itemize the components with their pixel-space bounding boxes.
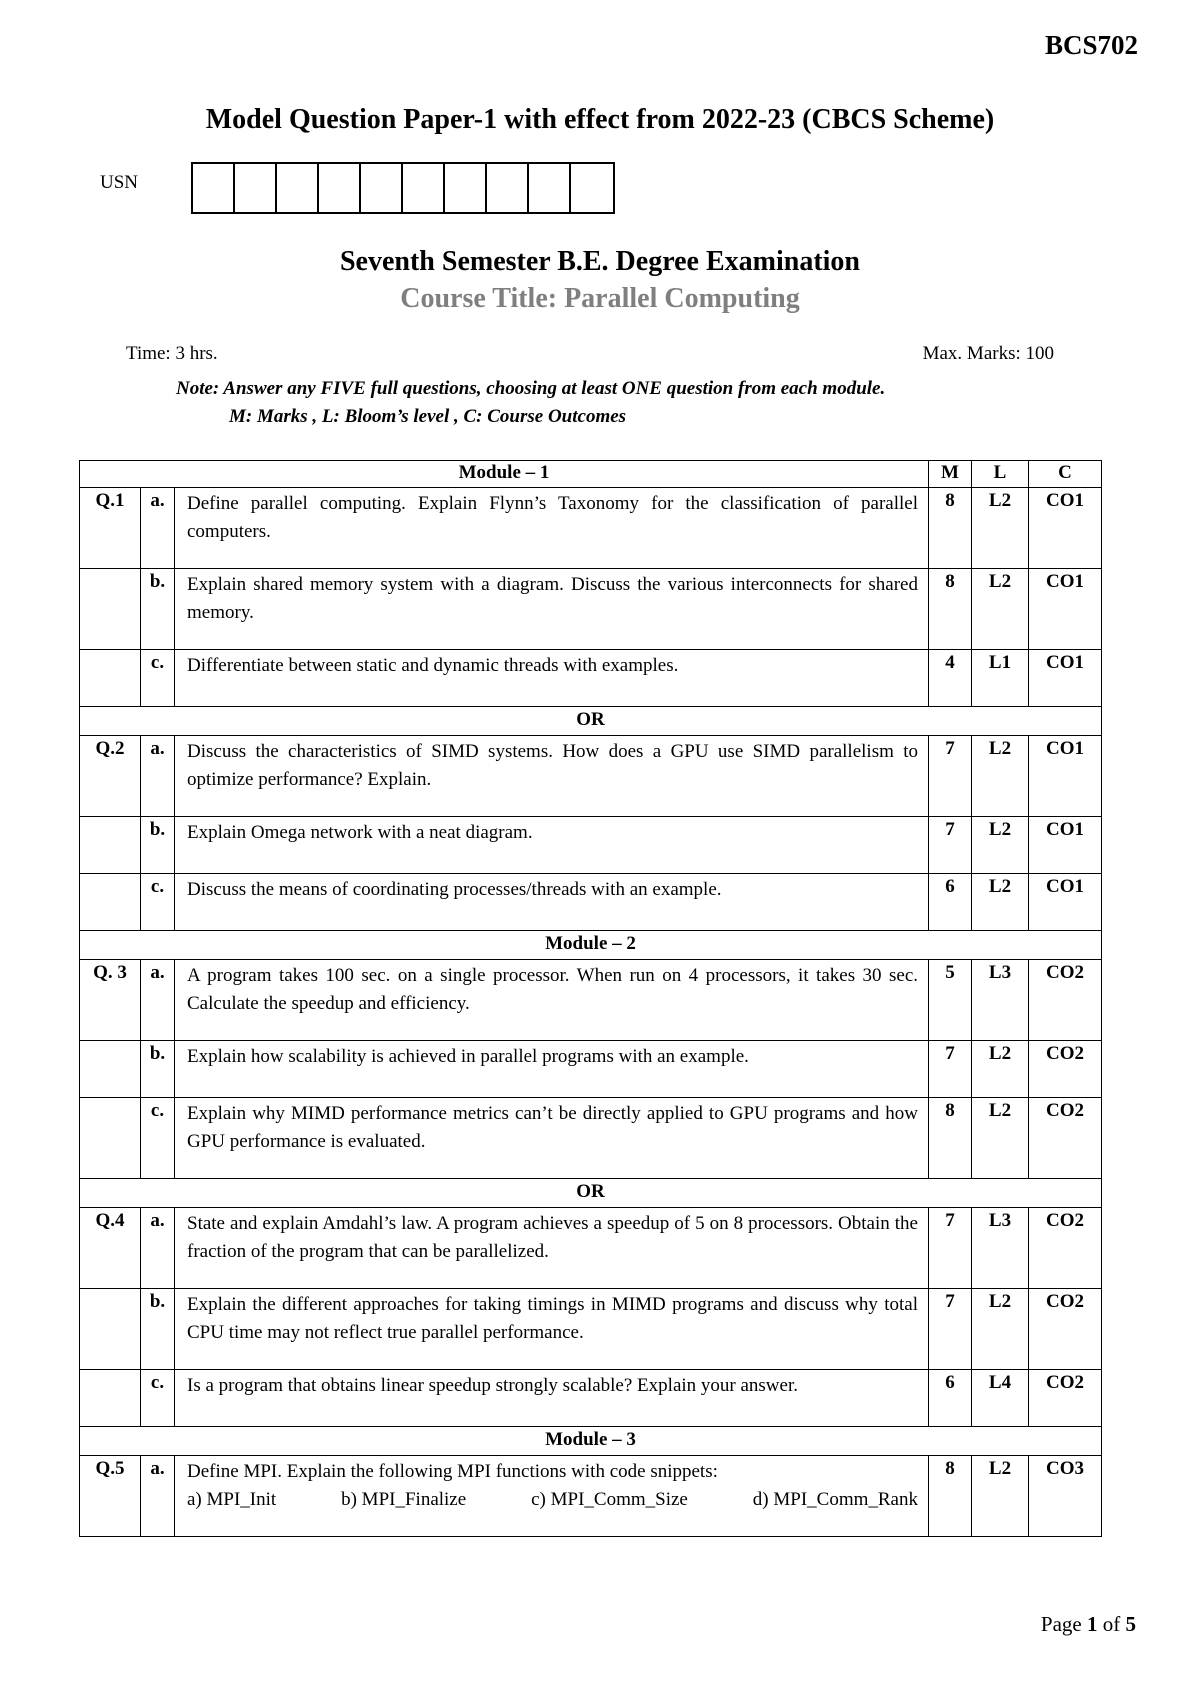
course-outcome: CO2 — [1029, 1208, 1102, 1289]
bloom-level: L2 — [972, 488, 1029, 569]
mpi-function: d) MPI_Comm_Rank — [752, 1489, 918, 1510]
course-outcome: CO2 — [1029, 1289, 1102, 1370]
question-text-cell — [175, 1456, 929, 1537]
max-marks: Max. Marks: 100 — [922, 343, 1054, 364]
question-text: Define MPI. Explain the following MPI functions with code snippets: — [187, 1461, 718, 1482]
time-duration: Time: 3 hrs. — [126, 343, 218, 364]
bloom-level: L4 — [972, 1370, 1029, 1427]
page-indicator — [1041, 1612, 1136, 1637]
module-header-row — [80, 461, 1102, 488]
question-text: Define parallel computing. Explain Flynn’s Taxonomy for the classification of parallel computers. — [175, 488, 929, 569]
question-text: Explain Omega network with a neat diagram. — [175, 817, 929, 874]
part-label: c. — [141, 1098, 175, 1179]
exam-title: Seventh Semester B.E. Degree Examination — [339, 246, 861, 277]
bloom-level: L3 — [972, 960, 1029, 1041]
course-outcome: CO1 — [1029, 488, 1102, 569]
part-label: a. — [141, 1456, 175, 1537]
part-label: c. — [141, 1370, 175, 1427]
course-outcome: CO2 — [1029, 1098, 1102, 1179]
question-table — [79, 460, 1102, 1537]
question-text: Differentiate between static and dynamic threads with examples. — [175, 650, 929, 707]
bloom-level: L2 — [972, 1041, 1029, 1098]
co-column-header: C — [1029, 461, 1102, 488]
question-text: Explain why MIMD performance metrics can’t be directly applied to GPU programs and how GPU performance is evaluated. — [175, 1098, 929, 1179]
part-label: a. — [141, 488, 175, 569]
question-number: Q.5 — [80, 1456, 141, 1537]
usn-label: USN — [100, 172, 139, 193]
usn-box[interactable] — [487, 164, 529, 212]
bloom-level: L2 — [972, 817, 1029, 874]
bloom-level: L2 — [972, 1456, 1029, 1537]
course-outcome: CO1 — [1029, 650, 1102, 707]
bloom-level: L1 — [972, 650, 1029, 707]
page-total: 5 — [1125, 1612, 1136, 1636]
marks-value: 5 — [929, 960, 972, 1041]
question-row — [80, 650, 1102, 707]
marks-value: 6 — [929, 874, 972, 931]
mpi-function: b) MPI_Finalize — [341, 1489, 467, 1510]
page-prefix: Page — [1040, 1612, 1082, 1636]
question-number: Q.2 — [80, 736, 141, 817]
module-heading: Module – 2 — [80, 931, 1102, 960]
part-label: b. — [141, 569, 175, 650]
marks-value: 4 — [929, 650, 972, 707]
course-outcome: CO2 — [1029, 1370, 1102, 1427]
module-heading: Module – 3 — [80, 1427, 1102, 1456]
module-row — [80, 931, 1102, 960]
marks-value: 8 — [929, 1456, 972, 1537]
part-label: c. — [141, 874, 175, 931]
course-code: BCS702 — [1044, 30, 1138, 60]
course-outcome: CO1 — [1029, 736, 1102, 817]
bloom-level: L2 — [972, 1098, 1029, 1179]
course-outcome: CO1 — [1029, 569, 1102, 650]
instructions-note: Note: Answer any FIVE full questions, choosing at least ONE question from each module. — [176, 378, 886, 399]
module-heading: Module – 1 — [80, 461, 929, 488]
marks-value: 6 — [929, 1370, 972, 1427]
question-text: A program takes 100 sec. on a single processor. When run on 4 processors, it takes 30 sec. Calculate the speedup and efficiency. — [175, 960, 929, 1041]
marks-value: 7 — [929, 1289, 972, 1370]
bloom-level: L2 — [972, 736, 1029, 817]
question-text: Discuss the means of coordinating processes/threads with an example. — [175, 874, 929, 931]
question-number: Q.4 — [80, 1208, 141, 1289]
bloom-level: L2 — [972, 569, 1029, 650]
question-number: Q.1 — [80, 488, 141, 569]
separator-row — [80, 707, 1102, 736]
question-row — [80, 1370, 1102, 1427]
usn-box[interactable] — [319, 164, 361, 212]
module-row — [80, 1427, 1102, 1456]
question-row — [80, 488, 1102, 569]
part-label: b. — [141, 1041, 175, 1098]
question-row — [80, 1289, 1102, 1370]
bloom-level: L2 — [972, 874, 1029, 931]
paper-title: Model Question Paper-1 with effect from 2022-23 (CBCS Scheme) — [205, 104, 995, 135]
level-column-header: L — [972, 461, 1029, 488]
question-row — [80, 874, 1102, 931]
usn-box[interactable] — [529, 164, 571, 212]
question-row — [80, 1098, 1102, 1179]
question-text: Explain the different approaches for taking timings in MIMD programs and discuss why total CPU time may not reflect true parallel performance. — [175, 1289, 929, 1370]
part-label: a. — [141, 736, 175, 817]
course-outcome: CO1 — [1029, 874, 1102, 931]
question-row — [80, 1041, 1102, 1098]
course-outcome: CO1 — [1029, 817, 1102, 874]
course-outcome: CO3 — [1029, 1456, 1102, 1537]
bloom-level: L3 — [972, 1208, 1029, 1289]
question-text: Is a program that obtains linear speedup strongly scalable? Explain your answer. — [175, 1370, 929, 1427]
mpi-function-list — [187, 1486, 918, 1514]
or-separator: OR — [80, 707, 1102, 736]
marks-value: 8 — [929, 488, 972, 569]
course-title: Course Title: Parallel Computing — [400, 283, 800, 314]
marks-value: 8 — [929, 569, 972, 650]
question-row — [80, 960, 1102, 1041]
usn-box[interactable] — [361, 164, 403, 212]
usn-box[interactable] — [403, 164, 445, 212]
course-outcome: CO2 — [1029, 1041, 1102, 1098]
course-outcome: CO2 — [1029, 960, 1102, 1041]
part-label: b. — [141, 817, 175, 874]
question-text: Discuss the characteristics of SIMD systems. How does a GPU use SIMD parallelism to optimize performance? Explain. — [175, 736, 929, 817]
legend-note: M: Marks , L: Bloom’s level , C: Course Outcomes — [229, 406, 627, 427]
part-label: a. — [141, 1208, 175, 1289]
question-text: State and explain Amdahl’s law. A program achieves a speedup of 5 on 8 processors. Obtain the fraction of the program that can be parallelized. — [175, 1208, 929, 1289]
marks-column-header: M — [929, 461, 972, 488]
part-label: b. — [141, 1289, 175, 1370]
bloom-level: L2 — [972, 1289, 1029, 1370]
question-row — [80, 817, 1102, 874]
usn-box[interactable] — [445, 164, 487, 212]
question-text: Explain shared memory system with a diagram. Discuss the various interconnects for shared memory. — [175, 569, 929, 650]
question-text: Explain how scalability is achieved in parallel programs with an example. — [175, 1041, 929, 1098]
part-label: c. — [141, 650, 175, 707]
question-row — [80, 1208, 1102, 1289]
usn-box[interactable] — [235, 164, 277, 212]
separator-row — [80, 1179, 1102, 1208]
page-number: 1 — [1087, 1612, 1098, 1636]
question-number: Q. 3 — [80, 960, 141, 1041]
question-row — [80, 1456, 1102, 1537]
mpi-function: c) MPI_Comm_Size — [531, 1489, 688, 1510]
marks-value: 7 — [929, 736, 972, 817]
marks-value: 7 — [929, 817, 972, 874]
question-row — [80, 569, 1102, 650]
question-row — [80, 736, 1102, 817]
mpi-function: a) MPI_Init — [187, 1489, 277, 1510]
or-separator: OR — [80, 1179, 1102, 1208]
marks-value: 7 — [929, 1208, 972, 1289]
page-of: of — [1102, 1612, 1121, 1636]
usn-box[interactable] — [277, 164, 319, 212]
usn-box[interactable] — [571, 164, 613, 212]
usn-field[interactable] — [191, 162, 615, 214]
usn-box[interactable] — [193, 164, 235, 212]
marks-value: 7 — [929, 1041, 972, 1098]
part-label: a. — [141, 960, 175, 1041]
marks-value: 8 — [929, 1098, 972, 1179]
